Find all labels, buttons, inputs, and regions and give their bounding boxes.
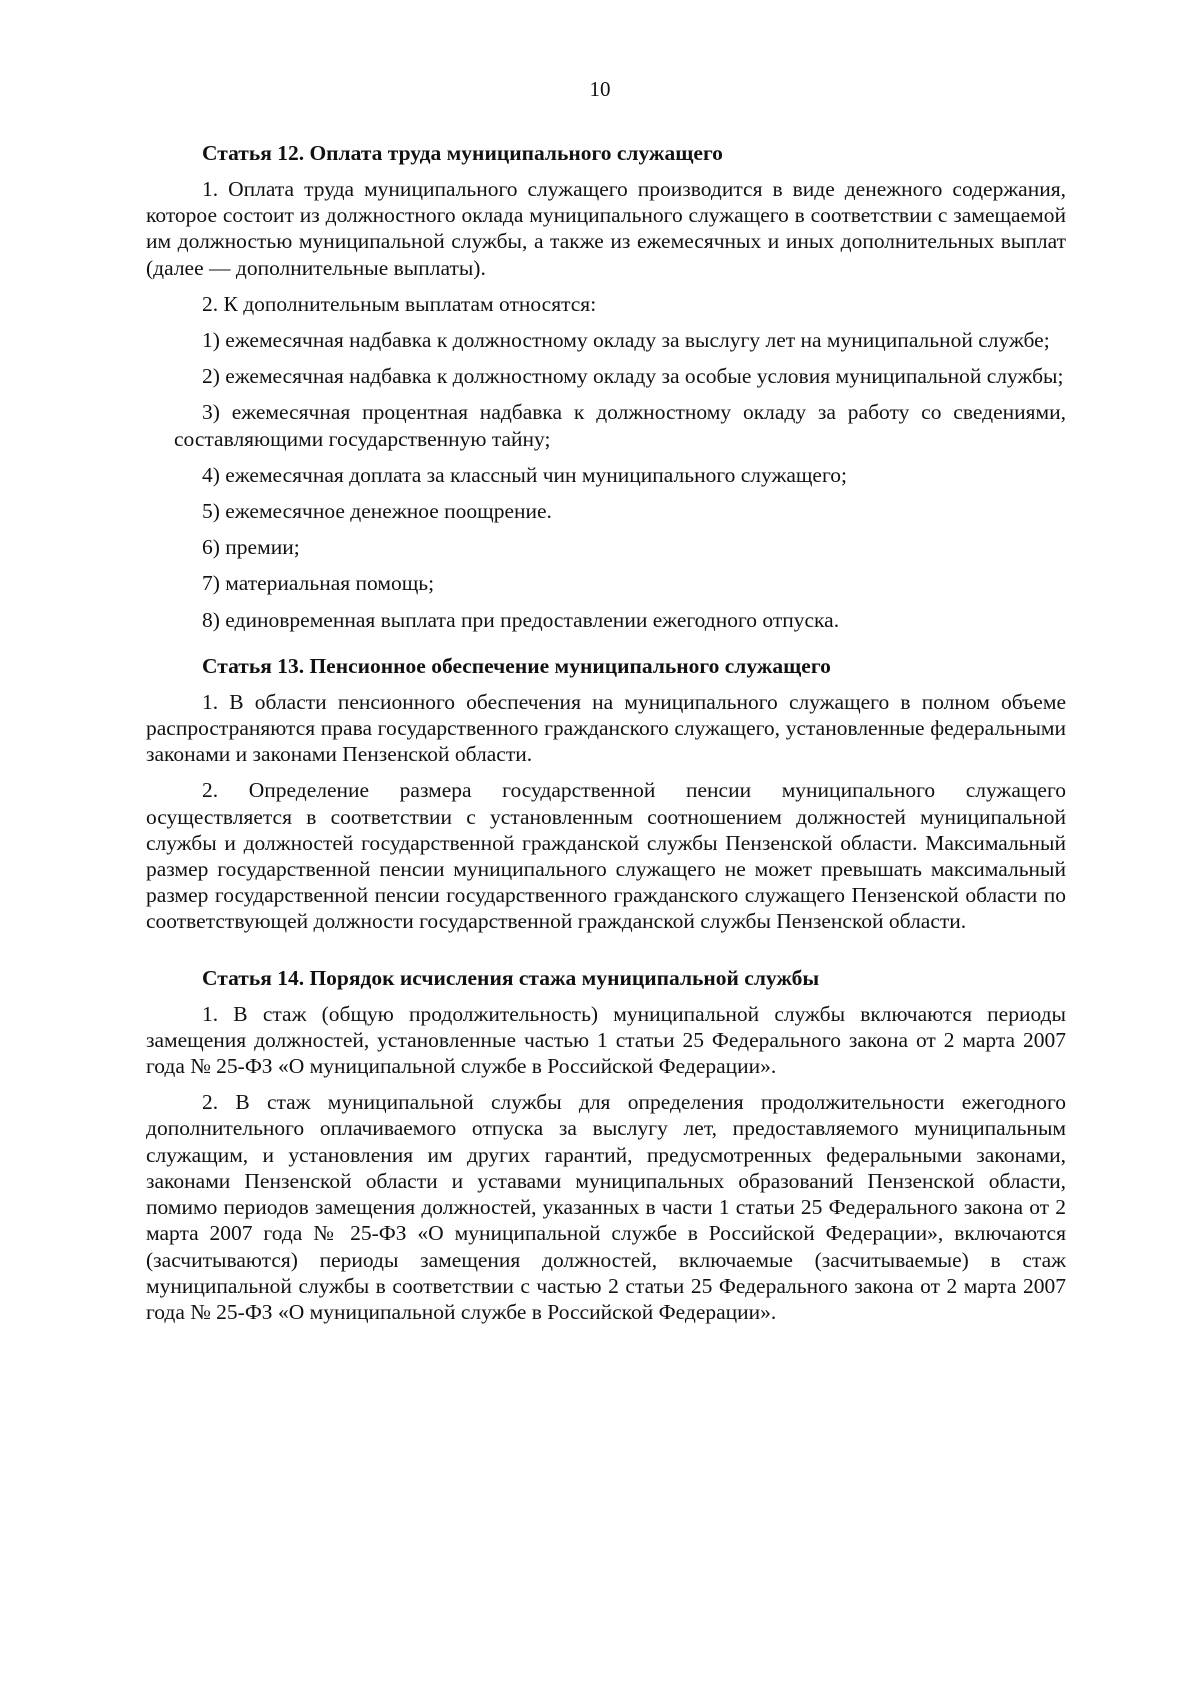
article-12-paragraph-2: 2. К дополнительным выплатам относятся:: [202, 291, 597, 316]
article-12-list-item-2: 2) ежемесячная надбавка к должностному окладу за особые условия муниципальной службы;: [202, 364, 1064, 389]
article-12-list-item-3: 3) ежемесячная процентная надбавка к должностному окладу за работу со сведениями, составляющими государственную тайну;: [174, 400, 1066, 451]
document-body: [146, 140, 1066, 1335]
article-12: [146, 140, 1066, 633]
article-12-list-item-6: 6) премии;: [202, 535, 300, 560]
article-13-paragraph-2: 2. Определение размера государственной пенсии муниципального служащего осуществляется в соответствии с установленным соотношением должностей муниципальной службы и должностей государственной гражданской службы Пензенской области. Максимальный размер государственной пенсии муниципального служащего не может превышать максимальный размер государственной пенсии государственного гражданского служащего Пензенской области по соответствующей должности государственной гражданской службы Пензенской области.: [146, 778, 1066, 934]
article-13-title: Статья 13. Пенсионное обеспечение муниципального служащего: [202, 653, 831, 678]
article-13-paragraph-1: 1. В области пенсионного обеспечения на муниципального служащего в полном объеме распространяются права государственного гражданского служащего, установленные федеральными законами и законами Пензенской области.: [146, 689, 1066, 767]
article-14: [146, 965, 1066, 1325]
article-12-list-item-5: 5) ежемесячное денежное поощрение.: [202, 499, 552, 524]
article-14-title: Статья 14. Порядок исчисления стажа муниципальной службы: [202, 965, 820, 990]
article-12-list-item-8: 8) единовременная выплата при предоставлении ежегодного отпуска.: [202, 607, 840, 632]
article-12-title: Статья 12. Оплата труда муниципального служащего: [202, 141, 723, 165]
article-14-paragraph-2: 2. В стаж муниципальной службы для определения продолжительности ежегодного дополнительного оплачиваемого отпуска за выслугу лет, предоставляемого муниципальным служащим, и установления им других гарантий, предусмотренных федеральными законами, законами Пензенской области и уставами муниципальных образований Пензенской области, помимо периодов замещения должностей, указанных в части 1 статьи 25 Федерального закона от 2 марта 2007 года № 25-ФЗ «О муниципальной службе в Российской Федерации», включаются (засчитываются) периоды замещения должностей, включаемые (засчитываемые) в стаж муниципальной службы в соответствии с частью 2 статьи 25 Федерального закона от 2 марта 2007 года № 25-ФЗ «О муниципальной службе в Российской Федерации».: [146, 1090, 1066, 1324]
article-13: [146, 653, 1066, 935]
article-14-paragraph-1: 1. В стаж (общую продолжительность) муниципальной службы включаются периоды замещения должностей, установленные частью 1 статьи 25 Федерального закона от 2 марта 2007 года № 25-ФЗ «О муниципальной службе в Российской Федерации».: [146, 1001, 1066, 1079]
article-12-list-item-7: 7) материальная помощь;: [202, 571, 435, 596]
article-12-paragraph-1: 1. Оплата труда муниципального служащего производится в виде денежного содержания, которое состоит из должностного оклада муниципального служащего в соответствии с замещаемой им должностью муниципальной службы, а также из ежемесячных и иных дополнительных выплат (далее — дополнительные выплаты).: [146, 177, 1066, 280]
article-12-list-item-4: 4) ежемесячная доплата за классный чин муниципального служащего;: [202, 462, 847, 487]
article-12-list-item-1: 1) ежемесячная надбавка к должностному окладу за выслугу лет на муниципальной службе;: [202, 328, 1050, 353]
page-number: 10: [589, 77, 611, 101]
